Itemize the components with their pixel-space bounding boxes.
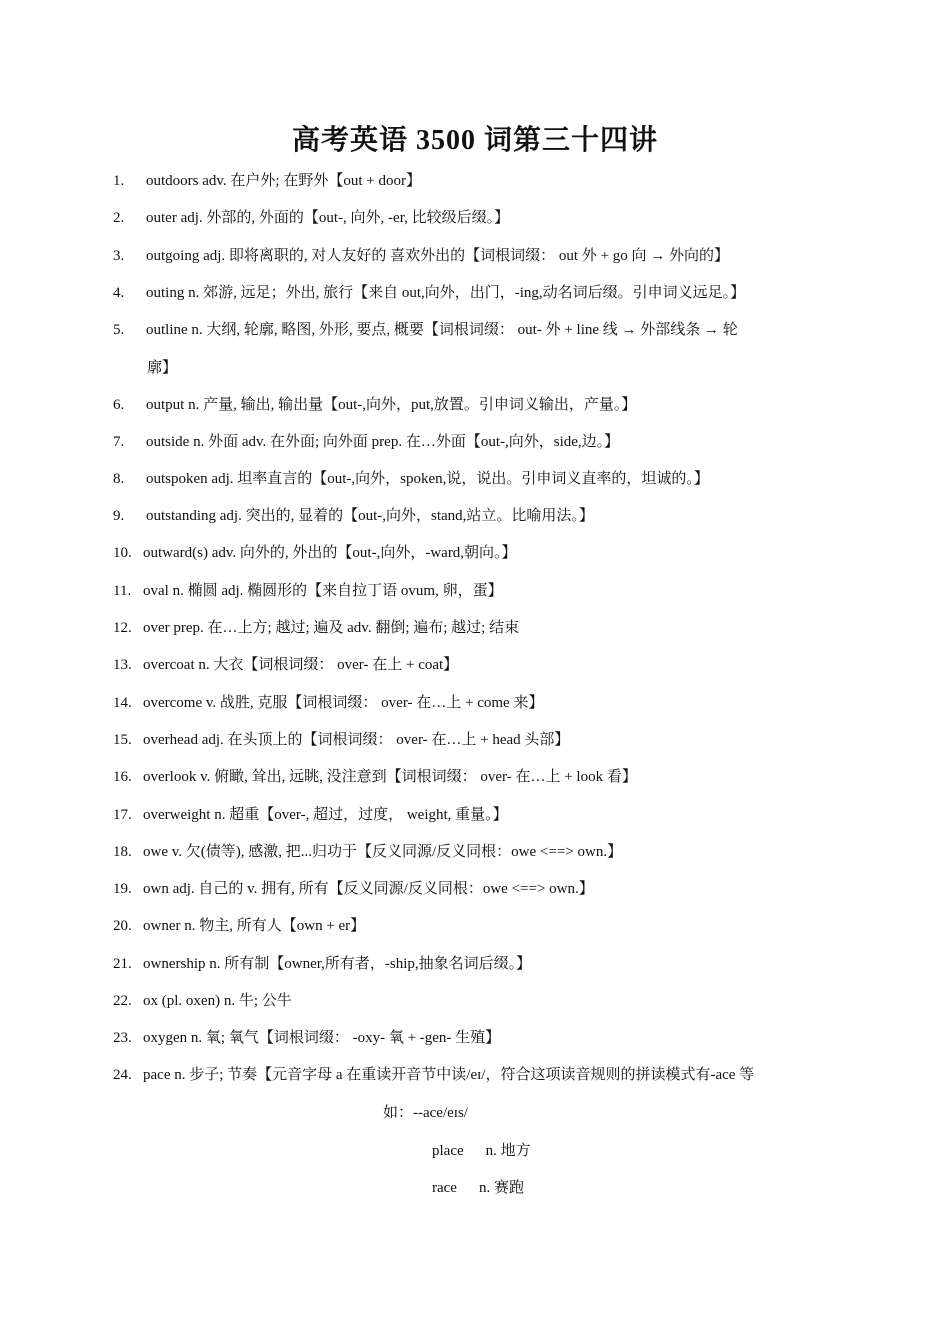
entry-number: 16. (113, 769, 132, 785)
example-word: race (432, 1180, 457, 1196)
entry-text: over prep. 在…上方; 越过; 遍及 adv. 翻倒; 遍布; 越过; 结束 (143, 620, 520, 636)
entry-number: 17. (113, 807, 132, 823)
entry-number: 23. (113, 1030, 132, 1046)
page-title: 高考英语 3500 词第三十四讲 (291, 125, 658, 156)
vocab-entry (113, 946, 843, 983)
entry-number: 21. (113, 956, 132, 972)
entry-text: outdoors adv. 在户外; 在野外【out + door】 (146, 173, 421, 189)
entry-number: 6. (113, 397, 125, 413)
entry-number: 2. (113, 210, 125, 226)
entry-number: 20. (113, 918, 132, 934)
entry-text: outline n. 大纲, 轮廓, 略图, 外形, 要点, 概要【词根词缀： out- 外 + line 线 → 外部线条 → 轮 (146, 322, 738, 338)
vocab-entry (113, 535, 843, 572)
vocab-entry (113, 983, 843, 1020)
vocab-entry (113, 871, 843, 908)
example-meaning: n. 赛跑 (478, 1180, 524, 1196)
entry-text: owe v. 欠(债等), 感激, 把...归功于【反义同源/反义同根：owe <==> own.】 (143, 844, 623, 860)
entry-text: outer adj. 外部的, 外面的【out-, 向外, -er, 比较级后缀。】 (146, 210, 510, 226)
vocab-entry (113, 722, 843, 759)
vocab-entry (113, 1020, 843, 1057)
entry-number: 11. (113, 583, 132, 599)
entry-number: 18. (113, 844, 132, 860)
entry-text: overcoat n. 大衣【词根词缀： over- 在上 + coat】 (143, 657, 459, 673)
entry-number: 24. (113, 1067, 132, 1083)
example-word: place (432, 1143, 464, 1159)
vocab-entry (113, 759, 843, 796)
entry-number: 22. (113, 993, 132, 1009)
vocab-entry (113, 238, 843, 275)
entry-number: 4. (113, 285, 125, 301)
vocab-entry (113, 573, 843, 610)
entry-number: 10. (113, 545, 132, 561)
entry-24-continuation: 如：--ace/eɪs/ (383, 1105, 468, 1121)
entry-number: 3. (113, 248, 125, 264)
entry-text: outing n. 郊游, 远足；外出, 旅行【来自 out,向外，出门，-ing,动名词后缀。引申词义远足。】 (146, 285, 746, 301)
vocab-entry (113, 908, 843, 945)
entry-text: oxygen n. 氧; 氧气【词根词缀： -oxy- 氧 + -gen- 生殖】 (143, 1030, 501, 1046)
entry-text: outside n. 外面 adv. 在外面; 向外面 prep. 在…外面【out-,向外，side,边。】 (146, 434, 620, 450)
example-meaning: n. 地方 (485, 1143, 531, 1159)
vocab-entry (113, 275, 843, 312)
entry-text: ownership n. 所有制【owner,所有者，-ship,抽象名词后缀。】 (143, 956, 532, 972)
entry-number: 13. (113, 657, 132, 673)
example-row-place (432, 1133, 531, 1170)
entry-text: outward(s) adv. 向外的, 外出的【out-,向外，-ward,朝向。】 (143, 545, 517, 561)
entry-text: ox (pl. oxen) n. 牛; 公牛 (143, 993, 292, 1009)
entry-text: overcome v. 战胜, 克服【词根词缀： over- 在…上 + come 来】 (143, 695, 544, 711)
vocab-entry (113, 200, 843, 237)
entry-text: outstanding adj. 突出的, 显着的【out-,向外，stand,站立。比喻用法。】 (146, 508, 594, 524)
vocab-entry (113, 461, 843, 498)
vocab-entry (113, 312, 843, 349)
entry-text: owner n. 物主, 所有人【own + er】 (143, 918, 366, 934)
entry-number: 12. (113, 620, 132, 636)
entry-text: overhead adj. 在头顶上的【词根词缀： over- 在…上 + head 头部】 (143, 732, 570, 748)
vocab-entry (113, 498, 843, 535)
entry-5-continuation: 廓】 (147, 360, 178, 376)
entry-number: 15. (113, 732, 132, 748)
vocab-entry (113, 834, 843, 871)
entry-number: 5. (113, 322, 125, 338)
vocab-entry (113, 387, 843, 424)
entry-text: oval n. 椭圆 adj. 椭圆形的【来自拉丁语 ovum, 卵，蛋】 (143, 583, 503, 599)
vocab-entry (113, 424, 843, 461)
vocab-entry (113, 610, 843, 647)
entry-number: 1. (113, 173, 125, 189)
entry-number: 8. (113, 471, 125, 487)
entry-number: 7. (113, 434, 125, 450)
entry-number: 19. (113, 881, 132, 897)
vocab-entry (113, 1057, 843, 1094)
entry-text: pace n. 步子; 节奏【元音字母 a 在重读开音节中读/eɪ/，符合这项读音规则的拼读模式有-ace 等 (143, 1067, 755, 1083)
entry-text: output n. 产量, 输出, 输出量【out-,向外，put,放置。引申词义输出，产量。】 (146, 397, 637, 413)
entry-text: overlook v. 俯瞰, 耸出, 远眺, 没注意到【词根词缀： over- 在…上 + look 看】 (143, 769, 637, 785)
entry-number: 14. (113, 695, 132, 711)
entry-number: 9. (113, 508, 125, 524)
entry-text: outspoken adj. 坦率直言的【out-,向外，spoken,说，说出。引申词义直率的，坦诚的。】 (146, 471, 709, 487)
vocab-entry (113, 685, 843, 722)
entry-text: outgoing adj. 即将离职的, 对人友好的 喜欢外出的【词根词缀： out 外 + go 向 → 外向的】 (146, 248, 730, 264)
vocab-entry (113, 163, 843, 200)
example-row-race (432, 1170, 524, 1207)
entry-text: own adj. 自己的 v. 拥有, 所有【反义同源/反义同根：owe <==> own.】 (143, 881, 594, 897)
vocab-entry (113, 797, 843, 834)
entry-text: overweight n. 超重【over-, 超过，过度， weight, 重量。】 (143, 807, 508, 823)
vocab-entry (113, 647, 843, 684)
